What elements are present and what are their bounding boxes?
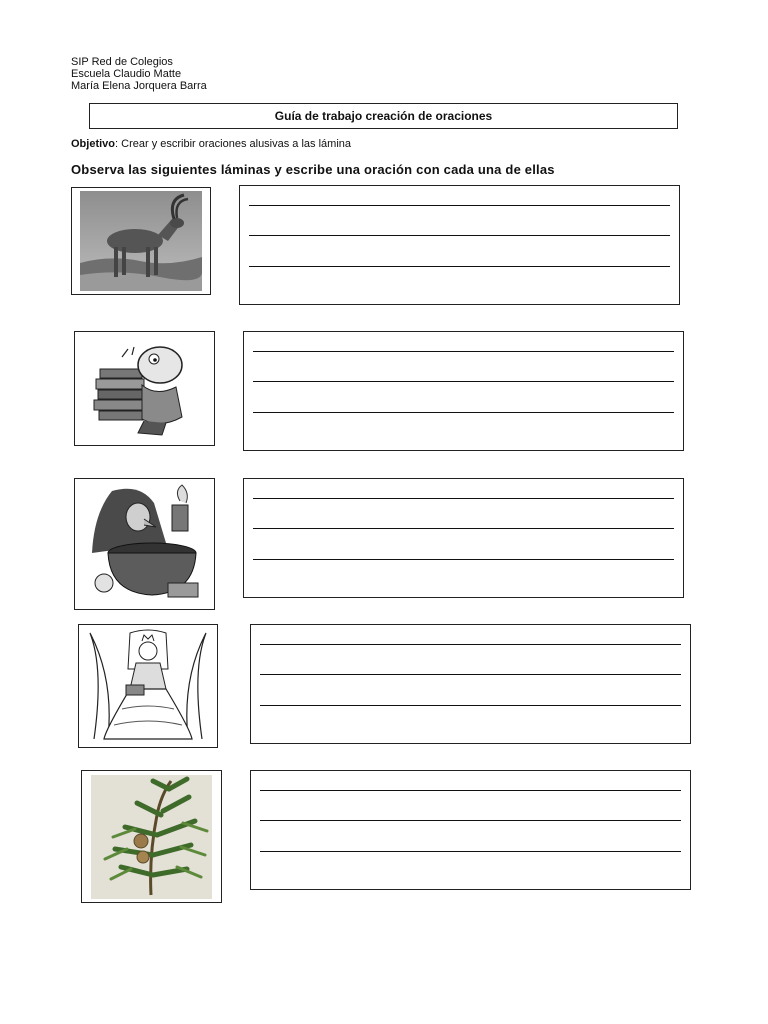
header-teacher: María Elena Jorquera Barra bbox=[71, 80, 207, 92]
writing-line bbox=[249, 266, 670, 267]
writing-line bbox=[260, 820, 681, 821]
header-network: SIP Red de Colegios bbox=[71, 56, 173, 68]
writing-line bbox=[260, 790, 681, 791]
worksheet-title: Guía de trabajo creación de oraciones bbox=[274, 109, 493, 123]
boy-carrying-books-drawing bbox=[82, 339, 207, 439]
witch-cauldron-drawing bbox=[82, 483, 207, 605]
answer-box-3[interactable] bbox=[243, 478, 684, 598]
answer-box-2[interactable] bbox=[243, 331, 684, 451]
writing-line bbox=[253, 412, 674, 413]
writing-line bbox=[260, 705, 681, 706]
writing-line bbox=[253, 528, 674, 529]
goat-picture bbox=[71, 187, 211, 295]
writing-line bbox=[253, 351, 674, 352]
answer-box-4[interactable] bbox=[250, 624, 691, 744]
school-header bbox=[71, 56, 207, 92]
header-school: Escuela Claudio Matte bbox=[71, 68, 182, 80]
worksheet-title-box bbox=[89, 103, 678, 129]
objective-text: : Crear y escribir oraciones alusivas a las lámina bbox=[115, 138, 351, 150]
writing-line bbox=[260, 851, 681, 852]
writing-line bbox=[249, 205, 670, 206]
writing-line bbox=[253, 381, 674, 382]
writing-line bbox=[253, 559, 674, 560]
books-boy-picture bbox=[74, 331, 215, 446]
objective-label: Objetivo bbox=[71, 138, 116, 150]
writing-line bbox=[249, 235, 670, 236]
witch-picture bbox=[74, 478, 215, 610]
branch-picture bbox=[81, 770, 222, 903]
cypress-branch-photo bbox=[91, 775, 212, 899]
princess-drawing bbox=[86, 629, 210, 743]
answer-box-1[interactable] bbox=[239, 185, 680, 305]
princess-picture bbox=[78, 624, 218, 748]
answer-box-5[interactable] bbox=[250, 770, 691, 890]
writing-line bbox=[260, 674, 681, 675]
writing-line bbox=[260, 644, 681, 645]
instruction: Observa las siguientes láminas y escribe una oración con cada una de ellas bbox=[71, 162, 555, 177]
writing-line bbox=[253, 498, 674, 499]
goat-photo bbox=[80, 191, 202, 291]
objective bbox=[71, 138, 351, 150]
